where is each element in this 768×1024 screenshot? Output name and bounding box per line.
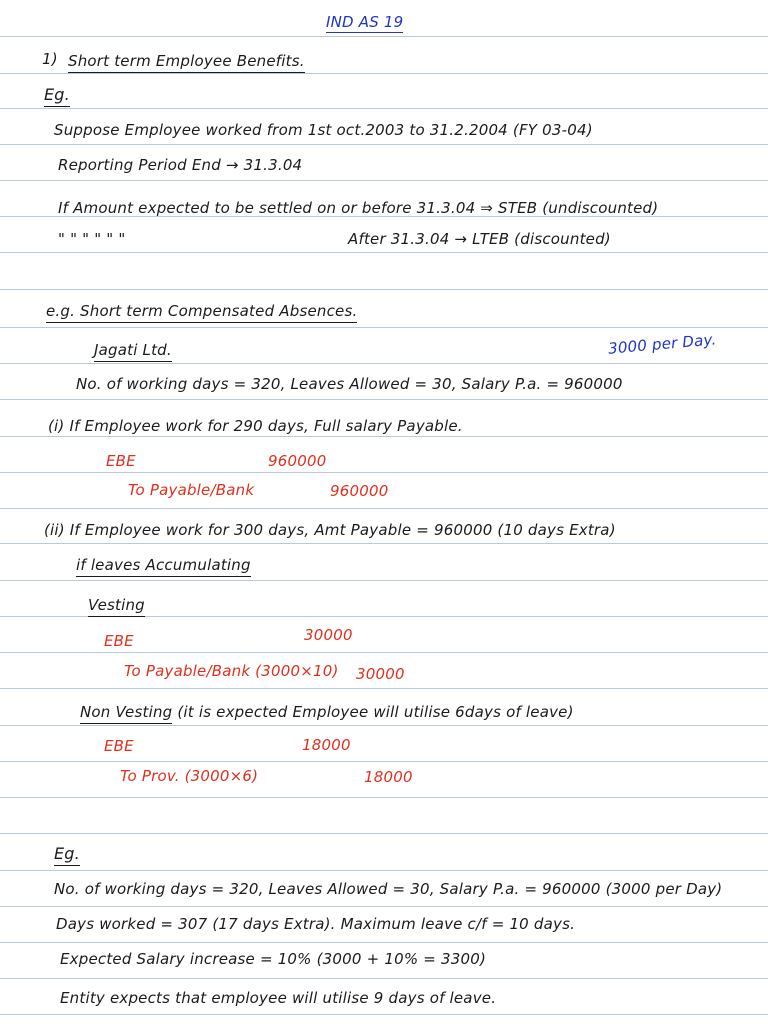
note-line: Expected Salary increase = 10% (3000 + 10% = 3300)	[60, 950, 487, 968]
ruled-line	[0, 1014, 768, 1015]
journal-amount: 18000	[364, 768, 413, 786]
ruled-line	[0, 543, 768, 544]
ruled-line	[0, 144, 768, 145]
journal-amount: 30000	[356, 665, 405, 683]
example-label: Eg.	[44, 86, 70, 107]
note-line: Reporting Period End → 31.3.04	[58, 156, 303, 174]
section-number: 1)	[42, 50, 58, 68]
note-line: Entity expects that employee will utilise 9 days of leave.	[60, 989, 497, 1007]
note-line: Suppose Employee worked from 1st oct.2003 to 31.2.2004 (FY 03-04)	[54, 121, 593, 139]
journal-debit: EBE	[104, 632, 134, 650]
ruled-line	[0, 508, 768, 509]
journal-amount: 960000	[330, 482, 389, 500]
page-title: IND AS 19	[326, 13, 404, 31]
ruled-line	[0, 942, 768, 943]
ruled-line	[0, 108, 768, 109]
journal-debit: EBE	[104, 737, 134, 755]
ruled-line	[0, 73, 768, 74]
example-label: Eg.	[54, 845, 80, 866]
note-line: After 31.3.04 → LTEB (discounted)	[348, 230, 611, 248]
ruled-line	[0, 580, 768, 581]
ruled-line	[0, 761, 768, 762]
ruled-line	[0, 363, 768, 364]
ruled-line	[0, 289, 768, 290]
journal-amount: 960000	[268, 452, 327, 470]
ruled-line	[0, 436, 768, 437]
note-line: Days worked = 307 (17 days Extra). Maximum leave c/f = 10 days.	[56, 915, 576, 933]
note-line: No. of working days = 320, Leaves Allowed = 30, Salary P.a. = 960000 (3000 per Day)	[54, 880, 723, 898]
note-line: If Amount expected to be settled on or before 31.3.04 ⇒ STEB (undiscounted)	[58, 199, 659, 217]
ruled-line	[0, 399, 768, 400]
ditto-marks: " " " " " "	[58, 230, 126, 248]
non-vesting-label: Non Vesting	[80, 703, 172, 724]
ruled-line	[0, 725, 768, 726]
sub-heading: Vesting	[88, 596, 145, 617]
ruled-line	[0, 870, 768, 871]
ruled-line	[0, 688, 768, 689]
company-name: Jagati Ltd.	[94, 341, 172, 362]
ruled-line	[0, 906, 768, 907]
journal-amount: 18000	[302, 736, 351, 754]
example-heading: e.g. Short term Compensated Absences.	[46, 302, 357, 323]
ruled-line	[0, 36, 768, 37]
journal-credit: To Payable/Bank (3000×10)	[124, 662, 339, 680]
ruled-line	[0, 652, 768, 653]
note-line: No. of working days = 320, Leaves Allowed = 30, Salary P.a. = 960000	[76, 375, 623, 393]
journal-amount: 30000	[304, 626, 353, 644]
ruled-line	[0, 327, 768, 328]
note-line: (i) If Employee work for 290 days, Full salary Payable.	[48, 417, 463, 435]
journal-credit: To Payable/Bank	[128, 481, 255, 499]
ruled-line	[0, 472, 768, 473]
note-line: (ii) If Employee work for 300 days, Amt Payable = 960000 (10 days Extra)	[44, 521, 616, 539]
ruled-line	[0, 797, 768, 798]
ruled-line	[0, 978, 768, 979]
ruled-line	[0, 833, 768, 834]
sub-heading: if leaves Accumulating	[76, 556, 251, 577]
ruled-line	[0, 252, 768, 253]
journal-credit: To Prov. (3000×6)	[120, 767, 259, 785]
journal-debit: EBE	[106, 452, 136, 470]
section-heading: Short term Employee Benefits.	[68, 52, 305, 73]
rate-annotation: 3000 per Day.	[607, 330, 718, 358]
non-vesting-note: (it is expected Employee will utilise 6days of leave)	[177, 703, 574, 721]
ruled-line	[0, 180, 768, 181]
sub-heading-row	[80, 703, 574, 721]
